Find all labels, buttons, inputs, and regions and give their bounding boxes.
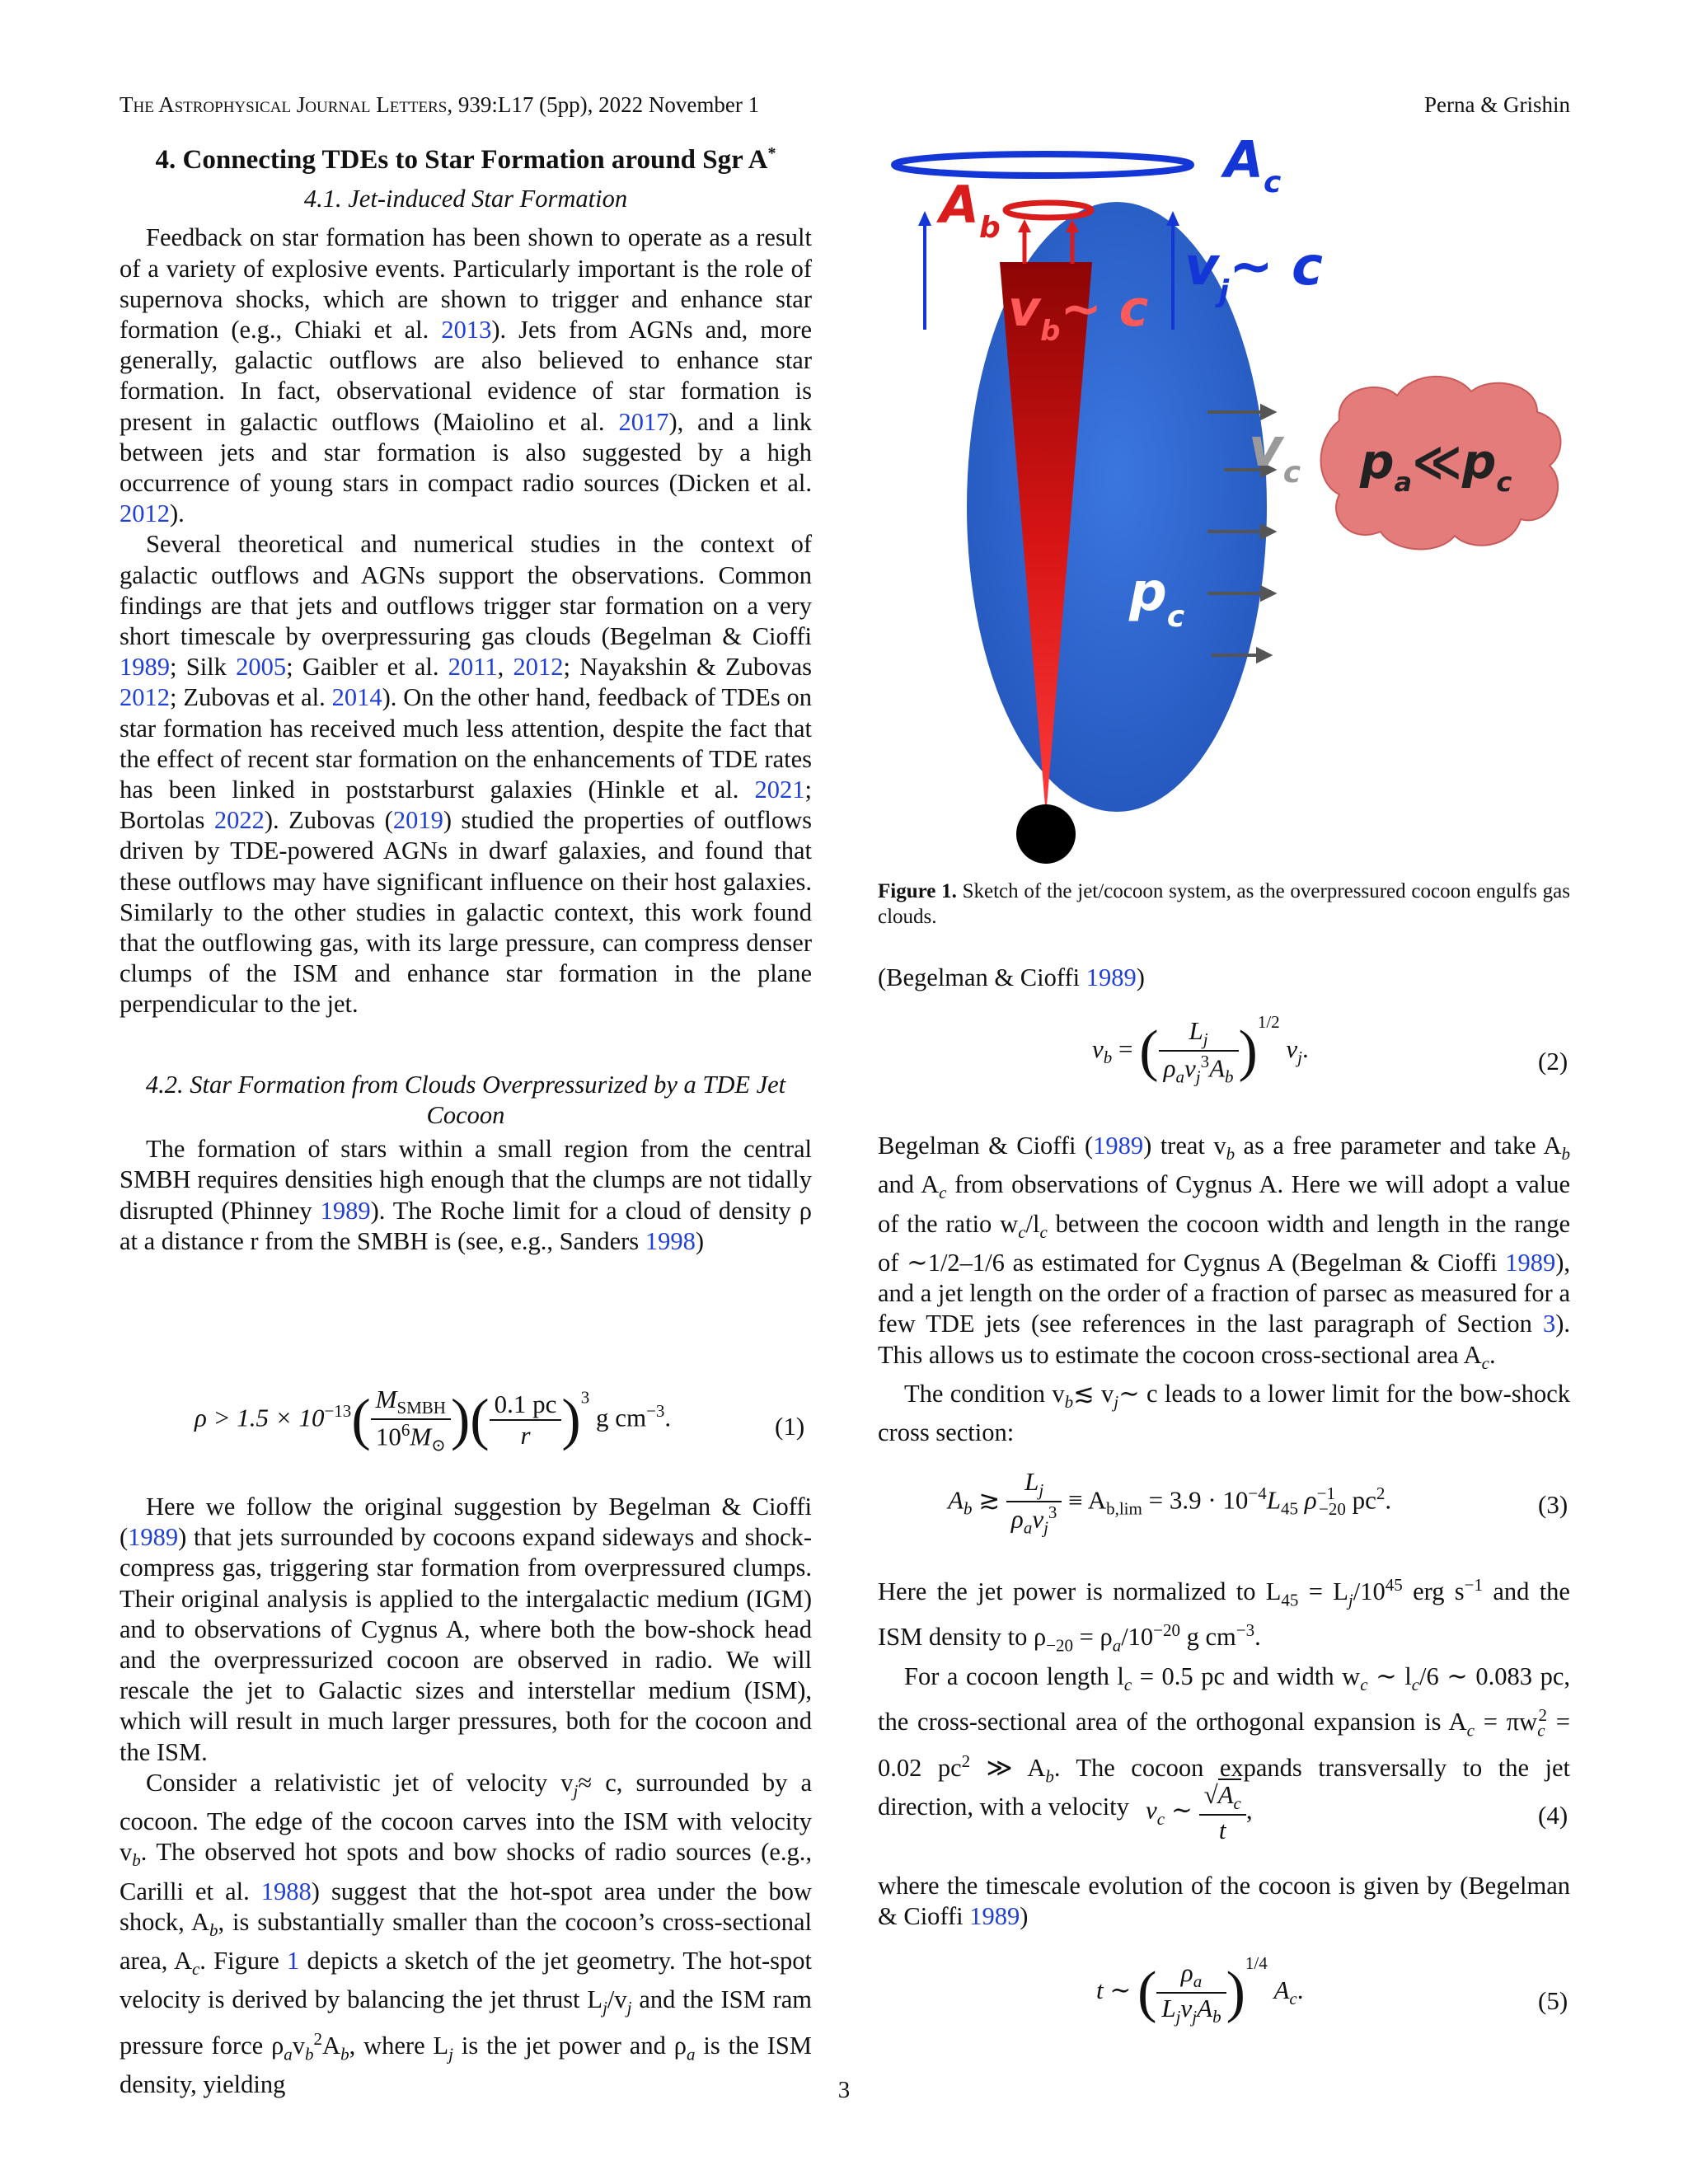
paragraph: The condition $v_b≲$ $v_j\sim$ c leads to a lower limit for the bow-shock cross section: <box>878 1379 1570 1447</box>
citation-link[interactable]: 1988 <box>260 1877 312 1905</box>
citation-link[interactable]: 1989 <box>320 1196 371 1225</box>
label-ab: $A_b$ <box>940 175 1001 245</box>
left-column <box>120 138 812 1257</box>
equation-number-3: (3) <box>1538 1490 1568 1519</box>
equation-number-4: (4) <box>1538 1801 1568 1830</box>
equation-number-2: (2) <box>1538 1047 1568 1076</box>
citation-link[interactable]: 1989 <box>1505 1248 1556 1277</box>
section-heading: 4. Connecting TDEs to Star Formation around Sgr A* <box>155 144 776 175</box>
paragraph: Feedback on star formation has been shown to operate as a result of a variety of explosive events. Particularly important is the role of supernova shocks, which are shown to trigger and enhance star formation (e.g., Chiaki et al. 2013). Jets from AGNs and, more generally, galactic outflows are also believed to enhance star formation. In fact, observational evidence of star formation is present in galactic outflows (Maiolino et al. 2017), and a link between jets and star formation is also suggested by a high occurrence of young stars in compact radio sources (Dicken et al. 2012). <box>120 223 812 528</box>
running-authors: Perna & Grishin <box>1424 92 1570 117</box>
citation-link[interactable]: 1989 <box>1085 963 1137 991</box>
arrowhead <box>1262 406 1273 418</box>
citation-link[interactable]: 2005 <box>236 653 287 682</box>
equation-number-1: (1) <box>775 1412 805 1441</box>
label-pc: $p_c$ <box>1129 562 1185 634</box>
paragraph: Begelman & Cioffi (1989) treat $v_b$ as a free parameter and take $A_b$ and $A_c$ from observations of Cygnus A. Here we will adopt a value of the ratio $w_c/l_c$ between the cocoon width and length in the range of ∼1/2–1/6 as estimated for Cygnus A (Begelman & Cioffi 1989), and a jet length on the order of a fraction of parsec as measured for a few TDE jets (see references in the last paragraph of Section 3). This allows us to estimate the cocoon cross-sectional area $A_c$. <box>878 1132 1570 1373</box>
citation-link[interactable]: 2021 <box>754 776 805 804</box>
label-cloud: $p_a≪p_c$ <box>1360 434 1512 498</box>
right-column-continued-3 <box>878 1871 1570 1932</box>
label-vj: $v_j\sim$ c <box>1184 237 1323 308</box>
paragraph: where the timescale evolution of the cocoon is given by (Begelman & Cioffi 1989) <box>878 1872 1570 1931</box>
section-link[interactable]: 3 <box>1542 1310 1556 1338</box>
right-column-continued <box>878 1131 1570 1448</box>
paragraph: (Begelman & Cioffi 1989) <box>878 963 1145 991</box>
arrowhead <box>918 211 931 226</box>
equation-4: $v_c$ ∼ $\frac{√A_c}{t}$ , <box>1146 1780 1253 1845</box>
journal-name: The Astrophysical Journal Letters <box>120 92 448 117</box>
equation-5: t ∼ ( $\frac{\rho_a}{L_jv_jA_b}$ )$^{1/4}$ $A_c$. <box>1096 1953 1304 2027</box>
paragraph: Consider a relativistic jet of velocity $v_j\approx c$, surrounded by a cocoon. The edge of the cocoon carves into the ISM with velocity $v_b$. The observed hot spots and bow shocks of radio sources (e.g., Carilli et al. 1988) suggest that the hot-spot area under the bow shock, $A_b$, is substantially smaller than the cocoon’s cross-sectional area, $A_c$. Figure 1 depicts a sketch of the jet geometry. The hot-spot velocity is derived by balancing the jet thrust $L_j/v_j$ and the ISM ram pressure force $\rho_av_b^2A_b$, where $L_j$ is the jet power and $\rho_a$ is the ISM density, yielding <box>120 1768 813 2099</box>
citation-link[interactable]: 2012 <box>513 653 564 682</box>
equation-3: $A_b$ ≳ $\frac{L_j}{\rho_av_j^3}$ ≡ $A_{b,lim} = 3.9 \cdot 10^{-4}L_{45}$ $\rho^{-1}_{-20}$ $pc^2$. <box>948 1467 1392 1538</box>
arrowhead <box>1262 526 1273 537</box>
citation-link[interactable]: 1989 <box>1093 1132 1144 1160</box>
citation-link[interactable]: 1989 <box>969 1902 1020 1931</box>
label-vb: $v_b\sim$ c <box>1008 280 1149 348</box>
label-ac: $A_c$ <box>1224 140 1282 199</box>
equation-2: $v_b$ = ( $\frac{L_j}{\rho_av_j^3A_b}$ )$^{1/2}$ $v_j$. <box>1092 1012 1309 1087</box>
paragraph: The formation of stars within a small region from the central SMBH requires densities high enough that the clumps are not tidally disrupted (Phinney 1989). The Roche limit for a cloud of density ρ at a distance r from the SMBH is (see, e.g., Sanders 1998) <box>120 1135 812 1255</box>
citation-link[interactable]: 2022 <box>213 806 265 835</box>
right-column <box>878 963 1570 993</box>
paragraph: Here the jet power is normalized to $L_{45} = L_j/10^{45}$ erg $s^{-1}$ and the ISM density to $\rho_{-20} = \rho_a/10^{-20}$ g $cm^{-3}$. <box>878 1575 1570 1656</box>
equation-1: $\rho > 1.5 \times 10^{-13}$( $\frac{M_{SMBH}}{10^6M_⊙}$ )( $\frac{0.1 pc}{r}$ )$^3$ g $cm^{-3}$. <box>195 1385 672 1455</box>
label-vc: $v_c$ <box>1249 418 1301 490</box>
smbh-dot <box>1016 804 1076 864</box>
citation-link[interactable]: 2017 <box>618 407 669 436</box>
paragraph: Several theoretical and numerical studies in the context of galactic outflows and AGNs support the observations. Common findings are that jets and outflows trigger star formation on a very short timescale by overpressuring gas clouds (Begelman & Cioffi 1989; Silk 2005; Gaibler et al. 2011, 2012; Nayakshin & Zubovas 2012; Zubovas et al. 2014). On the other hand, feedback of TDEs on star formation has received much less attention, despite the fact that the effect of recent star formation on the enhancements of TDE rates has been linked in poststarburst galaxies (Hinkle et al. 2021; Bortolas 2022). Zubovas (2019) studied the properties of outflows driven by TDE-powered AGNs in dwarf galaxies, and found that these outflows may have significant influence on their host galaxies. Similarly to the other studies in galactic context, this work found that the outflowing gas, with its large pressure, can compress denser clumps of the ISM and enhance star formation in the plane perpendicular to the jet. <box>120 530 813 1019</box>
area-ac-ellipse <box>894 154 1191 176</box>
arrowhead <box>1258 649 1269 661</box>
figure-link[interactable]: 1 <box>287 1947 300 1975</box>
paragraph: Here we follow the original suggestion by Begelman & Cioffi (1989) that jets surrounded by cocoons expand sideways and shock-compress gas, triggering star formation from overpressured clumps. Their original analysis is applied to the intergalactic medium (IGM) and to observations of Cygnus A, where both the bow-shock head and the overpressurized cocoon are observed in radio. We will rescale the jet to Galactic sizes and interstellar medium (ISM), which will result in much larger pressures, both for the cocoon and the ISM. <box>120 1493 812 1766</box>
arrowhead <box>1018 219 1031 232</box>
running-header <box>120 92 759 118</box>
subsection-heading-4-1: 4.1. Jet-induced Star Formation <box>303 185 628 213</box>
citation-link[interactable]: 1998 <box>645 1226 696 1255</box>
citation-link[interactable]: 2019 <box>392 806 443 835</box>
left-column-continued <box>120 1492 812 2100</box>
page-number: 3 <box>837 2077 851 2103</box>
citation-link[interactable]: 1989 <box>120 653 170 682</box>
citation-link[interactable]: 1989 <box>128 1523 179 1552</box>
figure-1-sketch <box>878 140 1570 865</box>
subsection-heading-4-2: 4.2. Star Formation from Clouds Overpressurized by a TDE Jet Cocoon <box>145 1070 786 1129</box>
arrowhead <box>1166 211 1179 226</box>
equation-number-5: (5) <box>1538 1986 1568 2015</box>
citation-link[interactable]: 2013 <box>441 316 492 344</box>
citation-link[interactable]: 2012 <box>120 499 170 528</box>
arrowhead <box>1262 588 1273 599</box>
journal-citation: , 939:L17 (5pp), 2022 November 1 <box>447 92 760 117</box>
citation-link[interactable]: 2012 <box>120 683 170 712</box>
citation-link[interactable]: 2011 <box>448 653 498 682</box>
paragraph: For a cocoon length $l_c = 0.5$ pc and width $w_c$ ∼ $l_c/6$ ∼ 0.083 pc, the cross-sectional area of the orthogonal expansion is $A_c = \pi w_c^2 = 0.02$ $pc^2$ ≫ $A_b$. The cocoon expands transversally to the jet direction, with a velocity <box>878 1661 1570 1821</box>
figure-caption: Figure 1. Sketch of the jet/cocoon system, as the overpressured cocoon engulfs gas clouds. <box>878 880 1570 928</box>
citation-link[interactable]: 2014 <box>331 683 382 712</box>
area-ab-ellipse <box>1006 203 1091 218</box>
